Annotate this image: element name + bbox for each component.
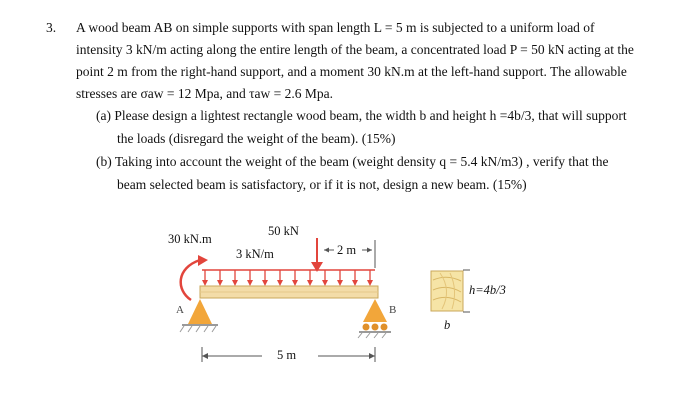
problem-line-1: A wood beam AB on simple supports with span length L = 5 m is subjected to a uniform load of [76,20,595,35]
distributed-load-arrow [217,270,223,286]
problem-number: 3. [46,20,57,35]
problem-line-4: stresses are σaw = 12 Mpa, and τaw = 2.6 Mpa. [76,86,333,101]
support-a-label: A [176,304,184,316]
distributed-load-arrow [232,270,238,286]
part-b-line-1: (b) Taking into account the weight of the beam (weight density q = 5.4 kN/m3) , verify that the [96,154,609,169]
part-b-line-2: beam selected beam is satisfactory, or if it is not, design a new beam. (15%) [117,177,527,192]
dimension-2m-label: 2 m [337,243,357,257]
span-label: 5 m [277,348,297,362]
distributed-load [202,270,375,286]
support-b-label: B [389,304,397,316]
problem-line-2: intensity 3 kN/m acting along the entire length of the beam, a concentrated load P = 50 kN acting at the [76,42,634,57]
support-b-roller [358,299,391,338]
distributed-load-arrow [352,270,358,286]
part-a-line-2: the loads (disregard the weight of the beam). (15%) [117,131,396,146]
distributed-load-arrow [247,270,253,286]
support-a-pin [180,299,218,332]
distributed-load-arrow [367,270,373,286]
distributed-load-arrow [307,270,313,286]
distributed-load-arrow [262,270,268,286]
point-load-label: 50 kN [268,224,299,238]
width-label: b [444,318,451,332]
part-a-line-1: (a) Please design a lightest rectangle wood beam, the width b and height h =4b/3, that will support [96,108,627,123]
distributed-load-arrow [292,270,298,286]
problem-line-3: point 2 m from the right-hand support, and a moment 30 kN.m at the left-hand support. The allowable [76,64,627,79]
distributed-load-arrow [322,270,328,286]
point-load-arrow [311,238,323,272]
distributed-load-arrows [202,270,373,286]
height-label: h=4b/3 [469,283,506,297]
cross-section [431,270,470,312]
distributed-load-arrow [277,270,283,286]
moment-label: 30 kN.m [168,232,212,246]
distributed-load-label: 3 kN/m [236,247,274,261]
distributed-load-arrow [202,270,208,286]
distributed-load-arrow [337,270,343,286]
